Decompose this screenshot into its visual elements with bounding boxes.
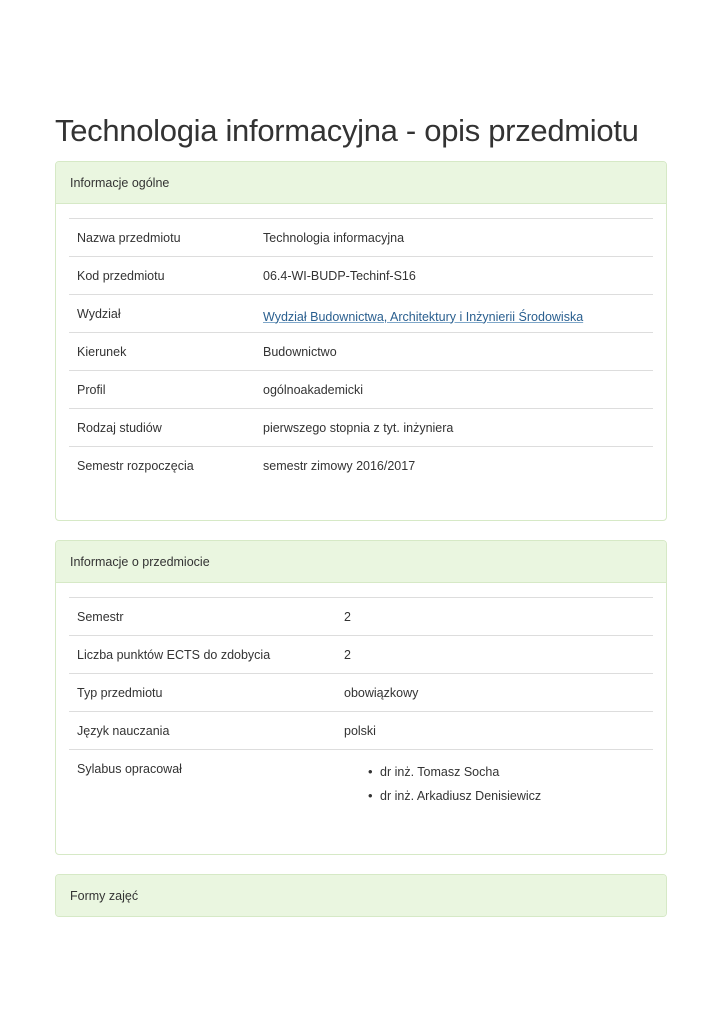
classes-panel xyxy=(55,874,667,917)
row-label-study-type: Rodzaj studiów xyxy=(69,409,255,447)
table-row xyxy=(69,598,653,636)
row-label-profile: Profil xyxy=(69,371,255,409)
row-label-ects: Liczba punktów ECTS do zdobycia xyxy=(69,636,336,674)
general-info-panel xyxy=(55,161,667,521)
list-item xyxy=(368,784,645,808)
general-info-body xyxy=(56,204,666,485)
row-label-language: Język nauczania xyxy=(69,712,336,750)
row-value-start-semester: semestr zimowy 2016/2017 xyxy=(255,447,653,485)
table-row xyxy=(69,750,653,809)
table-row xyxy=(69,333,653,371)
row-label-course-code: Kod przedmiotu xyxy=(69,257,255,295)
row-value-semester: 2 xyxy=(336,598,653,636)
list-item xyxy=(368,760,645,784)
course-info-table xyxy=(69,597,653,808)
table-row xyxy=(69,219,653,257)
row-value-course-type: obowiązkowy xyxy=(336,674,653,712)
row-value-profile: ogólnoakademicki xyxy=(255,371,653,409)
bullet-icon: • xyxy=(368,788,373,803)
row-label-course-name: Nazwa przedmiotu xyxy=(69,219,255,257)
row-value-study-type: pierwszego stopnia z tyt. inżyniera xyxy=(255,409,653,447)
faculty-link[interactable]: Wydział Budownictwa, Architektury i Inżynierii Środowiska xyxy=(263,309,584,324)
course-info-heading: Informacje o przedmiocie xyxy=(56,541,666,583)
row-value-faculty xyxy=(255,295,653,333)
classes-heading: Formy zajęć xyxy=(56,875,666,917)
bullet-icon: • xyxy=(368,764,373,779)
row-label-course-type: Typ przedmiotu xyxy=(69,674,336,712)
course-info-panel xyxy=(55,540,667,855)
row-label-faculty: Wydział xyxy=(69,295,255,333)
table-row xyxy=(69,295,653,333)
course-info-body xyxy=(56,583,666,808)
row-value-course-code: 06.4-WI-BUDP-Techinf-S16 xyxy=(255,257,653,295)
syllabus-authors-list xyxy=(344,760,645,808)
table-row xyxy=(69,447,653,485)
table-row xyxy=(69,409,653,447)
row-value-course-name: Technologia informacyjna xyxy=(255,219,653,257)
table-row xyxy=(69,371,653,409)
general-info-table xyxy=(69,218,653,485)
row-label-semester: Semestr xyxy=(69,598,336,636)
row-label-syllabus: Sylabus opracował xyxy=(69,750,336,809)
page-title: Technologia informacyjna - opis przedmiotu xyxy=(55,113,639,148)
row-value-language: polski xyxy=(336,712,653,750)
row-value-ects: 2 xyxy=(336,636,653,674)
general-info-heading: Informacje ogólne xyxy=(56,162,666,204)
table-row xyxy=(69,257,653,295)
author-name: dr inż. Tomasz Socha xyxy=(380,765,500,779)
author-name: dr inż. Arkadiusz Denisiewicz xyxy=(380,789,542,803)
table-row xyxy=(69,712,653,750)
row-label-field: Kierunek xyxy=(69,333,255,371)
table-row xyxy=(69,674,653,712)
row-value-field: Budownictwo xyxy=(255,333,653,371)
row-value-syllabus xyxy=(336,750,653,809)
row-label-start-semester: Semestr rozpoczęcia xyxy=(69,447,255,485)
table-row xyxy=(69,636,653,674)
